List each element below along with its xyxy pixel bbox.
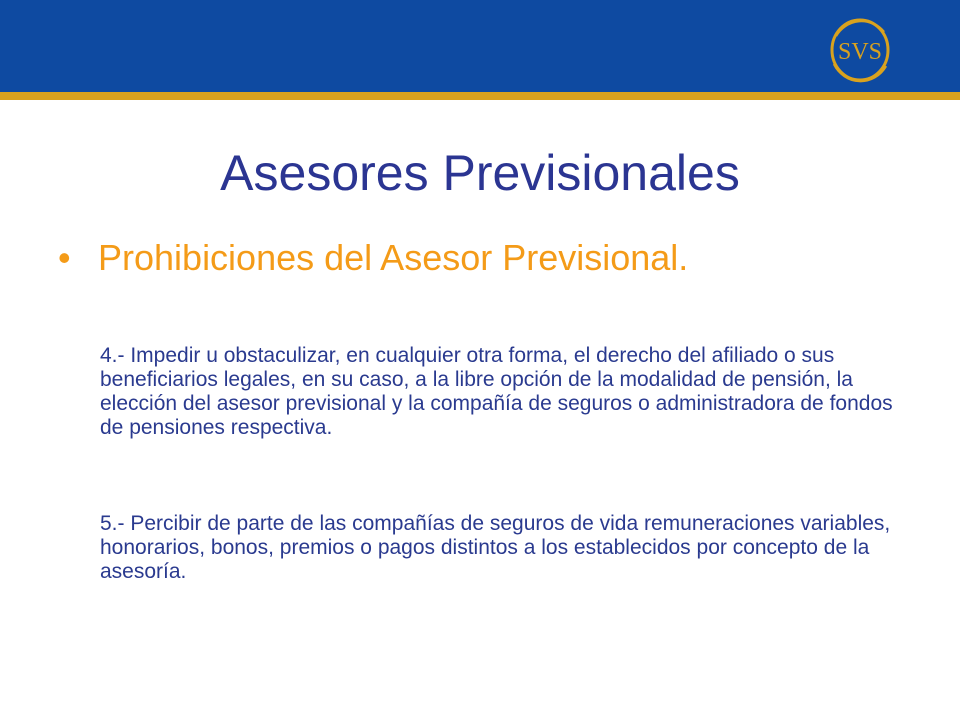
prohibition-item-4: 4.- Impedir u obstaculizar, en cualquier otra forma, el derecho del afiliado o sus beneficiarios legales, en su caso, a la libre opción de la modalidad de pensión, la elección del asesor previsional y la compañía de seguros o administradora de fondos de pensiones respectiva.: [100, 344, 893, 439]
header-band: [0, 0, 960, 92]
svs-logo-icon: [822, 14, 898, 86]
bullet-heading: [58, 230, 688, 286]
prohibition-item-5: 5.- Percibir de parte de las compañías de seguros de vida remuneraciones variables, honorarios, bonos, premios o pagos distintos a los establecidos por concepto de la asesoría.: [100, 512, 891, 583]
bullet-text: Prohibiciones del Asesor Previsional.: [98, 237, 689, 278]
bullet-marker: •: [58, 237, 71, 278]
logo-text: SVS: [837, 39, 883, 65]
slide-title: Asesores Previsionales: [220, 145, 740, 201]
header-gold-stripe: [0, 92, 960, 100]
